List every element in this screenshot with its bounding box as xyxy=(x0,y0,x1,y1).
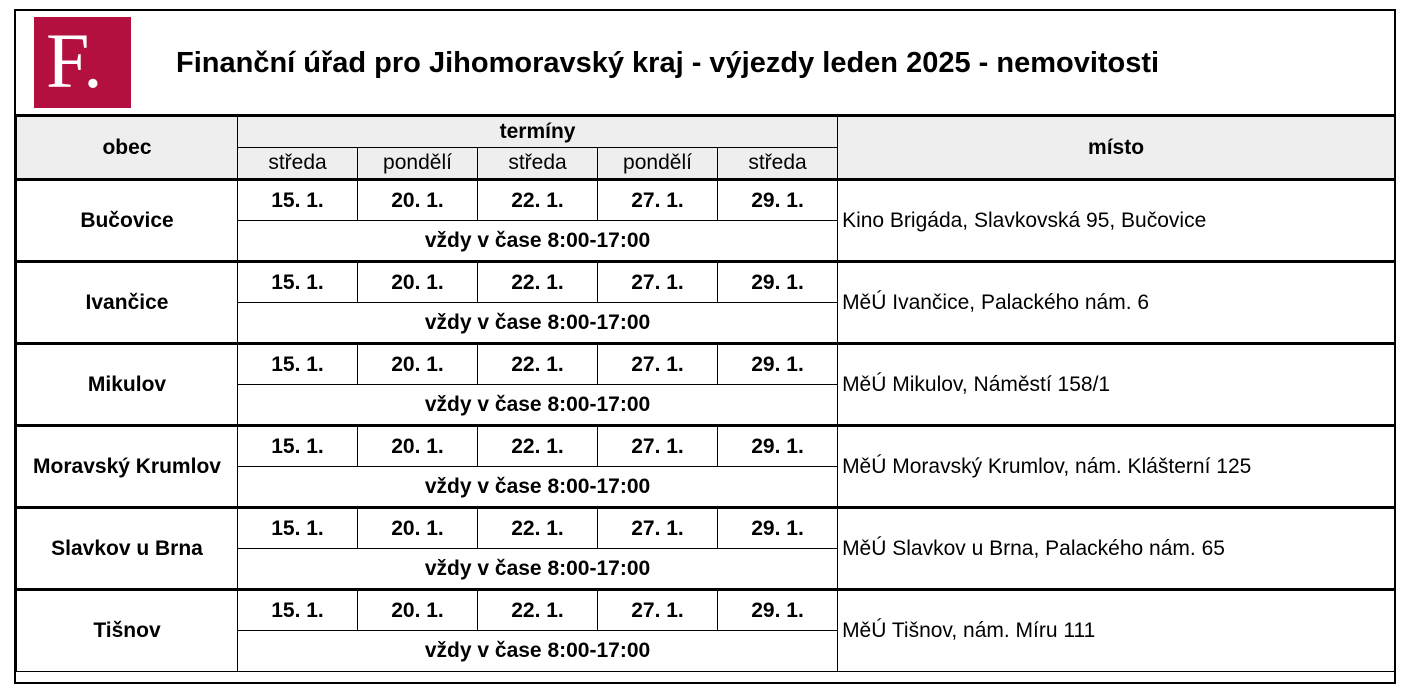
date-cell: 22. 1. xyxy=(478,262,598,303)
financni-urad-logo xyxy=(34,17,131,108)
date-cell: 22. 1. xyxy=(478,344,598,385)
date-cell: 29. 1. xyxy=(718,426,838,467)
date-cell: 15. 1. xyxy=(238,262,358,303)
table-row xyxy=(17,344,1395,385)
misto-cell: Kino Brigáda, Slavkovská 95, Bučovice xyxy=(838,180,1395,262)
obec-cell: Moravský Krumlov xyxy=(17,426,238,508)
date-cell: 27. 1. xyxy=(598,180,718,221)
time-cell: vždy v čase 8:00-17:00 xyxy=(238,631,838,672)
table-row xyxy=(17,426,1395,467)
date-cell: 20. 1. xyxy=(358,426,478,467)
misto-cell: MěÚ Slavkov u Brna, Palackého nám. 65 xyxy=(838,508,1395,590)
obec-cell: Bučovice xyxy=(17,180,238,262)
date-cell: 27. 1. xyxy=(598,262,718,303)
table-row xyxy=(17,262,1395,303)
date-cell: 20. 1. xyxy=(358,590,478,631)
header-terminy: termíny xyxy=(238,116,838,148)
document-frame xyxy=(14,9,1396,684)
date-cell: 22. 1. xyxy=(478,180,598,221)
date-cell: 27. 1. xyxy=(598,590,718,631)
date-cell: 29. 1. xyxy=(718,180,838,221)
date-cell: 22. 1. xyxy=(478,508,598,549)
logo-letter: F. xyxy=(46,17,103,104)
time-cell: vždy v čase 8:00-17:00 xyxy=(238,221,838,262)
header-obec: obec xyxy=(17,116,238,180)
date-cell: 29. 1. xyxy=(718,344,838,385)
time-cell: vždy v čase 8:00-17:00 xyxy=(238,467,838,508)
obec-cell: Tišnov xyxy=(17,590,238,672)
header-day: pondělí xyxy=(358,148,478,180)
obec-cell: Slavkov u Brna xyxy=(17,508,238,590)
header-day: středa xyxy=(718,148,838,180)
table-row xyxy=(17,180,1395,221)
date-cell: 22. 1. xyxy=(478,590,598,631)
date-cell: 20. 1. xyxy=(358,508,478,549)
date-cell: 15. 1. xyxy=(238,590,358,631)
document-header xyxy=(16,11,1394,114)
header-misto: místo xyxy=(838,116,1395,180)
date-cell: 27. 1. xyxy=(598,426,718,467)
time-cell: vždy v čase 8:00-17:00 xyxy=(238,385,838,426)
obec-cell: Mikulov xyxy=(17,344,238,426)
misto-cell: MěÚ Ivančice, Palackého nám. 6 xyxy=(838,262,1395,344)
misto-cell: MěÚ Tišnov, nám. Míru 111 xyxy=(838,590,1395,672)
date-cell: 15. 1. xyxy=(238,344,358,385)
schedule-table xyxy=(16,114,1395,672)
page-title: Finanční úřad pro Jihomoravský kraj - výjezdy leden 2025 - nemovitosti xyxy=(176,47,1160,79)
obec-cell: Ivančice xyxy=(17,262,238,344)
table-row xyxy=(17,590,1395,631)
misto-cell: MěÚ Moravský Krumlov, nám. Klášterní 125 xyxy=(838,426,1395,508)
header-day: středa xyxy=(478,148,598,180)
header-day: středa xyxy=(238,148,358,180)
date-cell: 22. 1. xyxy=(478,426,598,467)
misto-cell: MěÚ Mikulov, Náměstí 158/1 xyxy=(838,344,1395,426)
date-cell: 15. 1. xyxy=(238,508,358,549)
date-cell: 15. 1. xyxy=(238,426,358,467)
time-cell: vždy v čase 8:00-17:00 xyxy=(238,549,838,590)
time-cell: vždy v čase 8:00-17:00 xyxy=(238,303,838,344)
date-cell: 20. 1. xyxy=(358,262,478,303)
date-cell: 29. 1. xyxy=(718,508,838,549)
date-cell: 20. 1. xyxy=(358,180,478,221)
date-cell: 27. 1. xyxy=(598,508,718,549)
date-cell: 29. 1. xyxy=(718,590,838,631)
table-row xyxy=(17,508,1395,549)
date-cell: 27. 1. xyxy=(598,344,718,385)
date-cell: 20. 1. xyxy=(358,344,478,385)
header-day: pondělí xyxy=(598,148,718,180)
date-cell: 15. 1. xyxy=(238,180,358,221)
date-cell: 29. 1. xyxy=(718,262,838,303)
